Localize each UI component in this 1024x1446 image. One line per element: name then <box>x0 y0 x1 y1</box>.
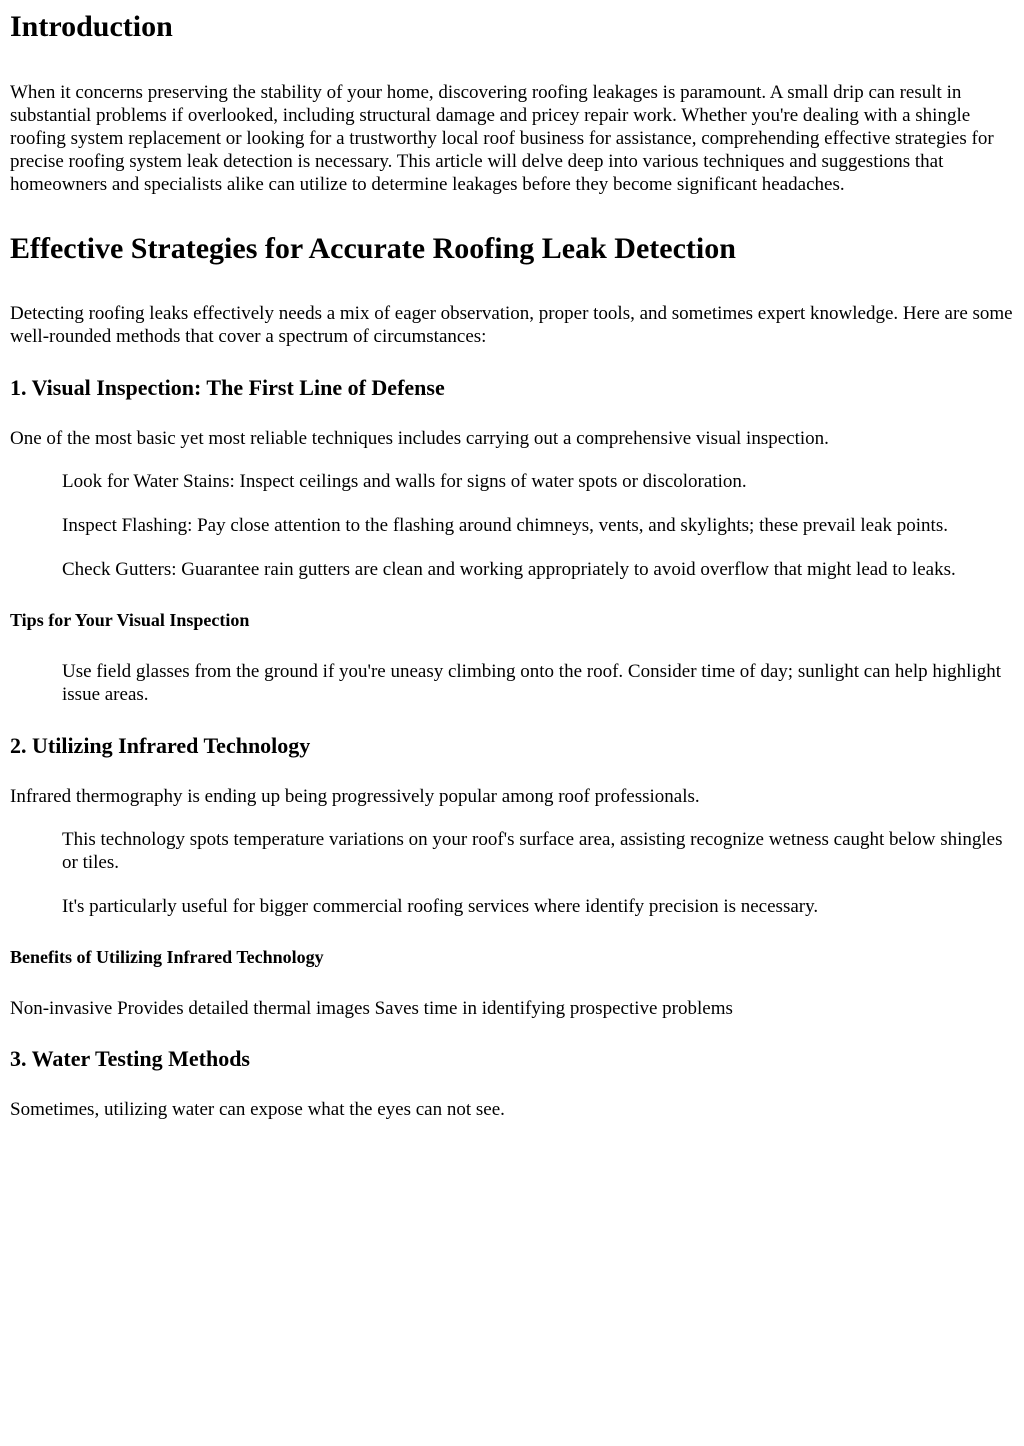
introduction-paragraph: When it concerns preserving the stability of your home, discovering roofing leakages is paramount. A small drip can result in substantial problems if overlooked, including structural damage and pricey repair work. Whether you're dealing with a shingle roofing system replacement or looking for a trustworthy local roof business for assistance, comprehending effective strategies for precise roofing system leak detection is necessary. This article will delve deep into various techniques and suggestions that homeowners and specialists alike can utilize to determine leakages before they become significant headaches. <box>10 82 994 195</box>
section-2-list-item: This technology spots temperature variations on your roof's surface area, assisting recognize wetness caught below shingles or tiles. <box>62 829 1003 873</box>
section-2-paragraph: Infrared thermography is ending up being progressively popular among roof professionals. <box>10 786 700 807</box>
introduction-heading: Introduction <box>10 10 173 43</box>
section-2-heading: 2. Utilizing Infrared Technology <box>10 733 311 758</box>
benefits-heading: Benefits of Utilizing Infrared Technology <box>10 947 324 967</box>
section-2-list-item: It's particularly useful for bigger commercial roofing services where identify precision is necessary. <box>62 896 819 917</box>
section-1-list-item: Check Gutters: Guarantee rain gutters are clean and working appropriately to avoid overflow that might lead to leaks. <box>62 559 956 580</box>
strategies-paragraph: Detecting roofing leaks effectively needs a mix of eager observation, proper tools, and sometimes expert knowledge. Here are some well-rounded methods that cover a spectrum of circumstances: <box>10 303 1013 347</box>
section-3-paragraph: Sometimes, utilizing water can expose what the eyes can not see. <box>10 1099 505 1120</box>
section-1-paragraph: One of the most basic yet most reliable techniques includes carrying out a comprehensive visual inspection. <box>10 428 829 449</box>
benefits-text: Non-invasive Provides detailed thermal images Saves time in identifying prospective problems <box>10 998 733 1019</box>
tips-heading: Tips for Your Visual Inspection <box>10 610 250 630</box>
strategies-heading: Effective Strategies for Accurate Roofing Leak Detection <box>10 232 736 265</box>
tips-text: Use field glasses from the ground if you're uneasy climbing onto the roof. Consider time of day; sunlight can help highlight issue areas. <box>62 661 1001 705</box>
section-1-heading: 1. Visual Inspection: The First Line of Defense <box>10 375 445 400</box>
section-1-list-item: Look for Water Stains: Inspect ceilings and walls for signs of water spots or discoloration. <box>62 471 747 492</box>
section-3-heading: 3. Water Testing Methods <box>10 1046 250 1071</box>
section-1-list-item: Inspect Flashing: Pay close attention to the flashing around chimneys, vents, and skylights; these prevail leak points. <box>62 515 948 536</box>
